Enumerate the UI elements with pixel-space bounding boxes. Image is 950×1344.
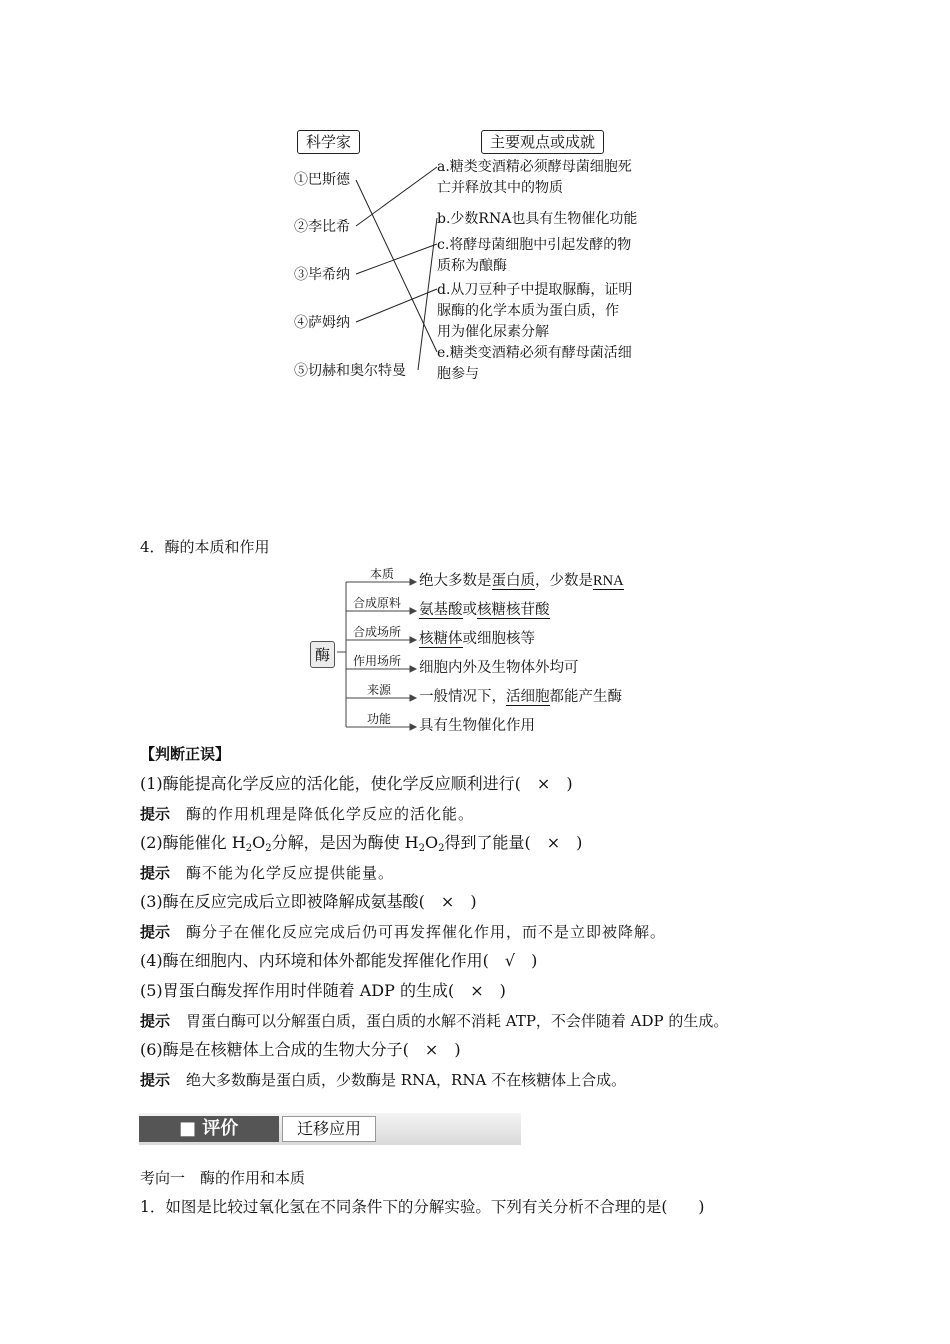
tip-label: 提示 [140, 1012, 171, 1030]
option-c: c.将酵母菌细胞中引起发酵的物 质称为酿酶 [437, 237, 632, 274]
enzyme-root-box: 酶 [310, 641, 335, 668]
branch-label-action-site: 作用场所 [353, 654, 402, 668]
tip-label: 提示 [140, 864, 171, 882]
branch-content-function: 具有生物催化作用 [419, 718, 535, 734]
judge-tip1: 提示 酶的作用机理是降低化学反应的活化能。 [140, 805, 475, 823]
banner-apply: 迁移应用 [282, 1116, 376, 1142]
judge-q6: (6)酶是在核糖体上合成的生物大分子( × ) [140, 1040, 461, 1059]
branch-label-material: 合成原料 [353, 596, 402, 610]
option-d: d.从刀豆种子中提取脲酶，证明 脲酶的化学本质为蛋白质，作 用为催化尿素分解 [437, 282, 633, 340]
scientist-cech-altman: ⑤切赫和奥尔特曼 [294, 363, 406, 379]
scientist-liebig: ②李比希 [294, 219, 350, 235]
branch-content-nature: 绝大多数是蛋白质，少数是RNA [419, 573, 624, 589]
achievement-header: 主要观点或成就 [481, 130, 604, 154]
judge-tip5: 提示 胃蛋白酶可以分解蛋白质，蛋白质的水解不消耗 ATP，不会伴随着 ADP 的生成。 [140, 1012, 729, 1030]
branch-content-material: 氨基酸或核糖核苷酸 [419, 602, 550, 618]
judge-q1: (1)酶能提高化学反应的活化能，使化学反应顺利进行( × ) [140, 774, 573, 793]
judge-heading: 【判断正误】 [140, 745, 231, 763]
judge-tip2: 提示 酶不能为化学反应提供能量。 [140, 864, 395, 882]
banner-evaluate: ■ 评价 [139, 1116, 279, 1142]
tip-label: 提示 [140, 1071, 171, 1089]
scientist-pasteur: ①巴斯德 [294, 172, 350, 188]
judge-q2: (2)酶能催化 $H_2O_2$分解，是因为酶使 $H_2O_2$得到了能量( × ) [140, 833, 583, 854]
scientist-header: 科学家 [297, 130, 360, 154]
judge-q5: (5)胃蛋白酶发挥作用时伴随着 ADP 的生成( × ) [140, 981, 506, 1000]
branch-label-source: 来源 [367, 683, 392, 697]
branch-label-synthesis-site: 合成场所 [353, 625, 402, 639]
section4-title: 4．酶的本质和作用 [140, 538, 270, 556]
branch-content-synthesis-site: 核糖体或细胞核等 [419, 631, 535, 647]
judge-q4: (4)酶在细胞内、内环境和体外都能发挥催化作用( √ ) [140, 951, 538, 970]
tip-label: 提示 [140, 805, 171, 823]
option-e: e.糖类变酒精必须有酵母菌活细 胞参与 [437, 345, 632, 382]
option-a: a.糖类变酒精必须酵母菌细胞死 亡并释放其中的物质 [437, 159, 632, 196]
scientist-sumner: ④萨姆纳 [294, 315, 350, 331]
option-b: b.少数RNA也具有生物催化功能 [437, 211, 638, 227]
judge-q3: (3)酶在反应完成后立即被降解成氨基酸( × ) [140, 892, 477, 911]
scientist-buchner: ③毕希纳 [294, 267, 350, 283]
branch-content-action-site: 细胞内外及生物体外均可 [419, 660, 579, 676]
judge-tip3: 提示 酶分子在催化反应完成后仍可再发挥催化作用，而不是立即被降解。 [140, 923, 667, 941]
tip-label: 提示 [140, 923, 171, 941]
exam-question-1: 1．如图是比较过氧化氢在不同条件下的分解实验。下列有关分析不合理的是( ) [140, 1198, 705, 1216]
section-banner [139, 1113, 521, 1145]
branch-label-nature: 本质 [370, 567, 395, 581]
branch-label-function: 功能 [367, 712, 392, 726]
branch-content-source: 一般情况下，活细胞都能产生酶 [419, 689, 622, 705]
exam-heading: 考向一 酶的作用和本质 [140, 1169, 306, 1187]
judge-tip6: 提示 绝大多数酶是蛋白质，少数酶是 RNA，RNA 不在核糖体上合成。 [140, 1071, 627, 1089]
